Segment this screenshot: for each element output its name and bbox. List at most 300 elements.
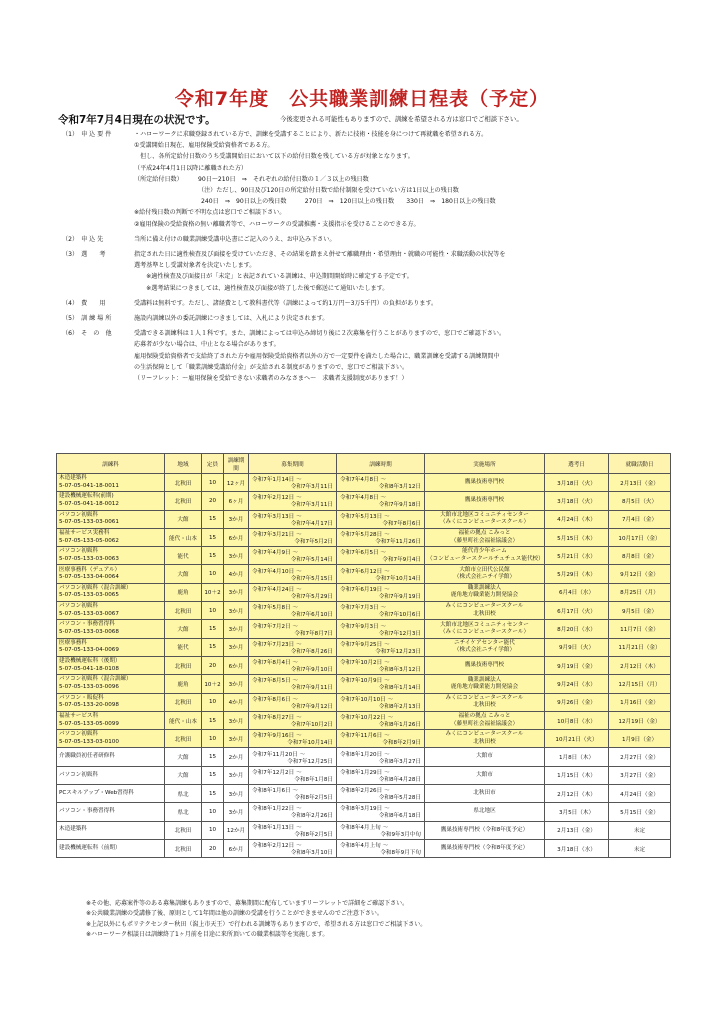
recruit-period <box>251 657 334 674</box>
venue-line-2: （藤里町社会福祉協議会） <box>450 537 519 544</box>
area-cell: 北秋田 <box>165 693 202 711</box>
training-period <box>339 639 422 656</box>
training-start: 令和7年7月3日 ～ <box>340 605 387 612</box>
venue-cell <box>425 528 545 546</box>
recruit-end: 令和7年8月7日 <box>294 630 333 637</box>
requirement-body <box>134 129 682 230</box>
requirement-body <box>134 313 682 324</box>
training-period-cell <box>337 821 425 839</box>
selection-date-cell: 5月21日（水） <box>545 547 609 565</box>
job-activity-date-cell: 2月12日（木） <box>609 656 671 674</box>
recruit-period-cell <box>249 510 337 528</box>
capacity-cell: 15 <box>202 547 224 565</box>
requirement-line: ・ハローワークに求職登録されている方で、訓練を受講することにより、新たに技術・技能を身につけて再就職を希望される方。 <box>134 131 488 138</box>
table-row <box>57 583 671 601</box>
job-activity-date-cell: 2月13日（金） <box>609 474 671 492</box>
venue-line-1: 福祉の拠点 こみっと <box>458 713 511 720</box>
requirement-key: （1） 申 込 要 件 <box>62 131 112 138</box>
course-code: 5-07-05-133-03-0096 <box>59 683 119 690</box>
recruit-period <box>251 767 334 784</box>
requirement-line: 当所に備え付けの職業訓練受講申込書にご記入のうえ、お申込み下さい。 <box>134 235 336 243</box>
capacity-cell: 10＋2 <box>202 675 224 693</box>
requirement-line: 応募者が少ない場合は、中止となる場合があります。 <box>134 341 280 349</box>
table-row <box>57 803 671 821</box>
header-venue: 実施場所 <box>425 454 545 474</box>
recruit-start: 令和7年7月23日 ～ <box>252 641 302 648</box>
duration-cell: 6か月 <box>224 839 249 857</box>
duration-cell: 3か月 <box>224 620 249 638</box>
selection-date-cell: 5月15日（木） <box>545 528 609 546</box>
area-cell: 大館 <box>165 565 202 583</box>
venue-line-1: 大館市 <box>476 753 493 760</box>
venue-line-2: （株式会社ニチイ学館） <box>453 574 516 581</box>
course-name-cell <box>57 675 165 693</box>
course-name: PCスキルアップ・Web習得科 <box>59 789 134 796</box>
course-code: 5-07-05-041-18-0012 <box>59 500 119 507</box>
training-period-cell <box>337 766 425 784</box>
area-cell: 北秋田 <box>165 602 202 620</box>
course-code: 5-07-05-041-18-0011 <box>59 482 119 489</box>
venue-line-2: （藤里町社会福祉協議会） <box>450 720 519 727</box>
training-period <box>339 657 422 674</box>
training-start: 令和7年4月8日 ～ <box>340 477 387 484</box>
venue-line-1: みくにコンピュータースクール <box>445 603 524 610</box>
course-code: 5-07-05-133-05-0062 <box>59 537 119 544</box>
venue-cell <box>425 492 545 510</box>
requirement-item <box>62 234 682 245</box>
training-period-cell <box>337 602 425 620</box>
training-period <box>339 529 422 546</box>
footnote: ※公共職業訓練の受講修了後、原則として1年間は他の訓練の受講を行うことができませんのでご注意下さい。 <box>86 910 383 918</box>
selection-date-cell: 1月15日（木） <box>545 766 609 784</box>
training-end: 令和8年9月下旬 <box>380 850 421 857</box>
area-cell: 県北 <box>165 803 202 821</box>
requirement-item <box>62 129 682 230</box>
selection-date-cell: 9月26日（金） <box>545 693 609 711</box>
duration-cell: 12ヶ月 <box>224 474 249 492</box>
duration-cell: 3か月 <box>224 583 249 601</box>
recruit-period <box>251 694 334 711</box>
recruit-period-cell <box>249 785 337 803</box>
training-period <box>339 785 422 802</box>
area-cell: 能代・山本 <box>165 711 202 729</box>
course-name: パソコン初級科 <box>59 771 99 778</box>
table-row <box>57 528 671 546</box>
course-name: パソコン初級科 <box>59 731 99 738</box>
recruit-period <box>251 584 334 601</box>
course-name: 建設機械運転科(前期) <box>59 493 114 500</box>
table-row <box>57 602 671 620</box>
recruit-period <box>251 785 334 802</box>
recruit-start: 令和8年1月13日 ～ <box>252 824 302 831</box>
recruit-start: 令和8年1月22日 ～ <box>252 806 302 813</box>
recruit-period <box>251 602 334 619</box>
recruit-period <box>251 822 334 839</box>
course-code: 5-07-05-041-18-0108 <box>59 665 119 672</box>
course-code: 5-07-05-133-20-0098 <box>59 702 119 709</box>
selection-date-cell: 3月5日（木） <box>545 803 609 821</box>
venue-line-2: 北秋田校 <box>473 738 496 745</box>
venue-line-1: 職業訓練法人 <box>467 676 502 683</box>
duration-cell: 3か月 <box>224 730 249 748</box>
recruit-period-cell <box>249 656 337 674</box>
training-period <box>339 584 422 601</box>
capacity-cell: 20 <box>202 656 224 674</box>
course-name-cell <box>57 583 165 601</box>
venue-line-2: （みくにコンピュータースクール） <box>439 629 530 636</box>
duration-cell: 3か月 <box>224 785 249 803</box>
training-end: 令和7年10月14日 <box>375 575 421 582</box>
venue-cell <box>425 803 545 821</box>
venue-line-1: 県北地区 <box>473 808 496 815</box>
venue-line-1: みくにコンピュータースクール <box>445 694 524 701</box>
training-period <box>339 712 422 729</box>
selection-date-cell: 10月21日（火） <box>545 730 609 748</box>
course-name-cell <box>57 803 165 821</box>
job-activity-date-cell: 1月9日（金） <box>609 730 671 748</box>
selection-date-cell: 1月8日（木） <box>545 748 609 766</box>
area-cell: 大館 <box>165 620 202 638</box>
recruit-start: 令和7年8月4日 ～ <box>252 660 299 667</box>
table-row <box>57 656 671 674</box>
course-name-cell <box>57 656 165 674</box>
header-job-activity-date: 就職活動日 <box>609 454 671 474</box>
recruit-period <box>251 639 334 656</box>
schedule-table <box>56 453 671 858</box>
training-period <box>339 767 422 784</box>
recruit-end: 令和7年8月26日 <box>290 648 333 655</box>
table-row <box>57 547 671 565</box>
training-end: 令和8年4月28日 <box>378 776 421 783</box>
header-selection-date: 選考日 <box>545 454 609 474</box>
recruit-end: 令和7年9月12日 <box>290 703 333 710</box>
requirement-line: ※適性検査及び面接日が「未定」と表記されている訓練は、申込期間開始時に確定する予定です。 <box>134 273 413 281</box>
recruit-end: 令和8年2月26日 <box>290 813 333 820</box>
recruit-start: 令和7年8月27日 ～ <box>252 715 302 721</box>
training-period-cell <box>337 730 425 748</box>
training-start: 令和7年10月10日 ～ <box>340 696 394 703</box>
recruit-start: 令和8年2月12日 ～ <box>252 843 302 850</box>
course-name: 介護職員初任者研修科 <box>59 753 115 760</box>
course-name-cell <box>57 474 165 492</box>
training-start: 令和8年2月26日 ～ <box>340 788 390 795</box>
recruit-end: 令和7年10月2日 <box>290 722 333 728</box>
course-code: 5-07-05-133-03-0065 <box>59 592 119 599</box>
footnote: ※上記以外にもポリテクセンター秋田（潟上市天王）で行われる訓練等もありますので、希望される方は窓口でご相談下さい。 <box>86 920 427 928</box>
job-activity-date-cell: 8月25日（月） <box>609 583 671 601</box>
recruit-start: 令和7年1月14日 ～ <box>252 477 302 484</box>
duration-cell: 3か月 <box>224 547 249 565</box>
duration-cell: 4か月 <box>224 565 249 583</box>
header-area: 地域 <box>165 454 202 474</box>
recruit-period-cell <box>249 839 337 857</box>
recruit-period-cell <box>249 730 337 748</box>
venue-cell <box>425 547 545 565</box>
area-cell: 北秋田 <box>165 730 202 748</box>
job-activity-date-cell: 8月8日（金） <box>609 547 671 565</box>
recruit-period-cell <box>249 675 337 693</box>
course-name-cell <box>57 620 165 638</box>
selection-date-cell: 9月24日（水） <box>545 675 609 693</box>
recruit-start: 令和7年4月9日 ～ <box>252 550 299 557</box>
training-end: 令和7年12月3日 <box>378 630 421 637</box>
course-name: パソコン初級科 <box>59 603 99 610</box>
venue-line-1: 大館市立田代公民館 <box>459 566 510 573</box>
course-name-cell <box>57 693 165 711</box>
table-row <box>57 510 671 528</box>
course-name-cell <box>57 730 165 748</box>
requirement-key: （5） 訓 練 場 所 <box>62 315 112 323</box>
capacity-cell: 15 <box>202 748 224 766</box>
table-row <box>57 748 671 766</box>
training-period-cell <box>337 638 425 656</box>
job-activity-date-cell: 7月4日（金） <box>609 510 671 528</box>
training-end: 令和8年2月13日 <box>378 703 421 710</box>
training-end: 令和7年12月23日 <box>375 648 421 655</box>
table-row <box>57 711 671 729</box>
recruit-period <box>251 511 334 528</box>
job-activity-date-cell: 1月16日（金） <box>609 693 671 711</box>
requirements-section <box>62 129 682 388</box>
capacity-cell: 15 <box>202 785 224 803</box>
requirement-key: （4） 費 用 <box>62 299 106 307</box>
recruit-period <box>251 547 334 564</box>
training-end: 令和7年11月26日 <box>375 539 421 546</box>
venue-line-1: 鷹巣技術専門校 <box>464 661 505 668</box>
training-start: 令和7年6月5日 ～ <box>340 550 387 557</box>
requirement-line: ※給付残日数の判断で不明な点は窓口でご相談下さい。 <box>134 209 286 217</box>
capacity-cell: 10 <box>202 693 224 711</box>
training-end: 令和8年3月27日 <box>378 758 421 765</box>
recruit-end: 令和8年2月5日 <box>294 831 333 838</box>
duration-cell: 3か月 <box>224 510 249 528</box>
recruit-period <box>251 529 334 546</box>
course-name: パソコン初級科（混合訓練） <box>59 584 132 591</box>
venue-cell <box>425 656 545 674</box>
course-name: 木造建築科 <box>59 475 87 482</box>
venue-cell <box>425 839 545 857</box>
selection-date-cell: 2月12日（木） <box>545 785 609 803</box>
recruit-period-cell <box>249 821 337 839</box>
training-start: 令和8年4月上旬 ～ <box>340 824 389 831</box>
venue-cell <box>425 766 545 784</box>
training-period <box>339 694 422 711</box>
training-period-cell <box>337 803 425 821</box>
header-capacity: 定員 <box>202 454 224 474</box>
recruit-period <box>251 474 334 491</box>
recruit-end: 令和7年9月11日 <box>290 685 333 692</box>
area-cell: 大館 <box>165 748 202 766</box>
recruit-end: 令和7年12月25日 <box>287 758 333 765</box>
footnote: ※ハローワーク相談日は訓練終了1ヶ月前を目途に来所頂いての職業相談等を実施します。 <box>86 930 329 938</box>
job-activity-date-cell: 8月5日（火） <box>609 492 671 510</box>
training-end: 令和8年1月14日 <box>378 685 421 692</box>
course-name-cell <box>57 492 165 510</box>
venue-cell <box>425 821 545 839</box>
requirement-line: （所定給付日数） 90日～210日 ⇒ それぞれの給付日数の１／３以上の残日数 <box>134 175 369 183</box>
course-name-cell <box>57 528 165 546</box>
training-start: 令和7年10月2日 ～ <box>340 660 390 667</box>
recruit-start: 令和7年2月12日 ～ <box>252 495 302 502</box>
recruit-start: 令和7年12月2日 ～ <box>252 769 302 776</box>
venue-cell <box>425 748 545 766</box>
recruit-start: 令和7年5月8日 ～ <box>252 605 299 612</box>
requirement-line: （注）ただし、90日及び120日の所定給付日数で給付制限を受けていない方は1日以上の残日数 <box>134 187 459 195</box>
recruit-period-cell <box>249 693 337 711</box>
table-row <box>57 474 671 492</box>
duration-cell: 4か月 <box>224 693 249 711</box>
venue-line-2: 鹿角地方職業能力開発協会 <box>450 592 519 599</box>
capacity-cell: 15 <box>202 638 224 656</box>
capacity-cell: 15 <box>202 620 224 638</box>
training-period-cell <box>337 492 425 510</box>
job-activity-date-cell: 12月15日（月） <box>609 675 671 693</box>
capacity-cell: 15 <box>202 766 224 784</box>
training-start: 令和7年5月13日 ～ <box>340 513 390 520</box>
area-cell: 能代 <box>165 638 202 656</box>
recruit-start: 令和7年3月13日 ～ <box>252 513 302 520</box>
venue-cell <box>425 474 545 492</box>
course-name: パソコン・事務習得科 <box>59 621 115 628</box>
area-cell: 大館 <box>165 510 202 528</box>
recruit-period-cell <box>249 803 337 821</box>
requirement-line: 雇用保険受給資格者で支給終了された方や雇用保険受給資格者以外の方で一定要件を満たした場合に、職業訓練を受講する訓練期間中 <box>134 352 500 360</box>
training-period-cell <box>337 675 425 693</box>
venue-cell <box>425 675 545 693</box>
training-period <box>339 492 422 509</box>
job-activity-date-cell: 9月5日（金） <box>609 602 671 620</box>
course-name-cell <box>57 602 165 620</box>
recruit-start: 令和7年4月10日 ～ <box>252 568 302 575</box>
capacity-cell: 15 <box>202 528 224 546</box>
duration-cell: 2か月 <box>224 748 249 766</box>
training-period-cell <box>337 620 425 638</box>
duration-cell: 6ヶ月 <box>224 492 249 510</box>
recruit-period-cell <box>249 528 337 546</box>
selection-date-cell: 6月17日（火） <box>545 602 609 620</box>
venue-cell <box>425 785 545 803</box>
course-code: 5-07-05-133-03-0068 <box>59 629 119 636</box>
course-name: パソコン初級科（混合訓練） <box>59 676 132 683</box>
table-row <box>57 693 671 711</box>
training-period <box>339 730 422 747</box>
venue-line-1: 福祉の拠点 こみっと <box>458 530 511 537</box>
requirement-line: （平成24年4月1日以降に離職された方） <box>134 164 248 172</box>
area-cell: 鹿角 <box>165 583 202 601</box>
area-cell: 北秋田 <box>165 492 202 510</box>
course-code: 5-07-05-133-03-0067 <box>59 610 119 617</box>
duration-cell: 3か月 <box>224 675 249 693</box>
venue-cell <box>425 693 545 711</box>
training-period <box>339 547 422 564</box>
training-period <box>339 566 422 583</box>
job-activity-date-cell: 9月12日（金） <box>609 565 671 583</box>
recruit-period <box>251 675 334 692</box>
recruit-end: 令和8年1月8日 <box>294 776 333 783</box>
selection-date-cell: 10月8日（水） <box>545 711 609 729</box>
recruit-start: 令和7年9月16日 ～ <box>252 733 302 740</box>
training-period-cell <box>337 474 425 492</box>
training-period <box>339 474 422 491</box>
selection-date-cell: 3月18日（水） <box>545 839 609 857</box>
training-period-cell <box>337 583 425 601</box>
requirement-line: 指定された日に適性検査及び面接を受けていただき、その結果を踏まえ併せて離職理由・希望理由・就職の可能性・求職活動の状況等を <box>134 251 506 259</box>
venue-line-1: 鷹巣技術専門校（令和8年度予定） <box>440 844 529 851</box>
requirement-item <box>62 249 682 294</box>
header-course: 訓練科 <box>57 454 165 474</box>
table-row <box>57 565 671 583</box>
venue-line-1: 職業訓練法人 <box>467 585 502 592</box>
duration-cell: 6か月 <box>224 656 249 674</box>
venue-line-1: みくにコンピュータースクール <box>445 731 524 738</box>
job-activity-date-cell: 4月24日（金） <box>609 785 671 803</box>
course-name: パソコン・事務習得科 <box>59 808 115 815</box>
selection-date-cell: 2月13日（金） <box>545 821 609 839</box>
training-period <box>339 822 422 839</box>
course-code: 5-07-05-133-03-0061 <box>59 519 119 526</box>
table-row <box>57 492 671 510</box>
training-period-cell <box>337 528 425 546</box>
recruit-period-cell <box>249 547 337 565</box>
training-period-cell <box>337 565 425 583</box>
training-period <box>339 511 422 528</box>
course-name: 医療事務科（デュアル） <box>59 566 121 573</box>
requirement-line: ②雇用保険の受給資格の無い離職者等で、ハローワークの受講推薦・支援指示を受けることのできる方。 <box>134 220 420 228</box>
course-name-cell <box>57 821 165 839</box>
requirement-key: （3） 選 考 <box>62 251 106 259</box>
course-name: 建設機械運転科（前期） <box>59 844 121 851</box>
venue-line-1: 北秋田市 <box>473 789 496 796</box>
duration-cell: 3か月 <box>224 766 249 784</box>
capacity-cell: 10 <box>202 730 224 748</box>
training-start: 令和8年1月29日 ～ <box>340 769 390 776</box>
course-code: 5-07-05-133-03-0100 <box>59 738 119 745</box>
job-activity-date-cell: 2月27日（金） <box>609 748 671 766</box>
table-row <box>57 766 671 784</box>
course-name-cell <box>57 711 165 729</box>
recruit-period-cell <box>249 620 337 638</box>
duration-cell: 3か月 <box>224 602 249 620</box>
venue-line-2: 北秋田校 <box>473 702 496 709</box>
training-start: 令和7年11月6日 ～ <box>340 733 390 740</box>
course-code: 5-07-05-133-03-0063 <box>59 555 119 562</box>
training-period <box>339 675 422 692</box>
capacity-cell: 20 <box>202 839 224 857</box>
selection-date-cell: 5月29日（木） <box>545 565 609 583</box>
duration-cell: 3か月 <box>224 711 249 729</box>
venue-cell <box>425 583 545 601</box>
status-line: 令和7年7月4日現在の状況です。 <box>58 114 216 126</box>
recruit-end: 令和7年6月10日 <box>290 612 333 619</box>
area-cell: 能代 <box>165 547 202 565</box>
page-title: 令和7年度 公共職業訓練日程表（予定） <box>174 88 550 110</box>
recruit-period-cell <box>249 711 337 729</box>
venue-line-2: （株式会社ニチイ学館） <box>453 647 516 654</box>
training-start: 令和8年4月上旬 ～ <box>340 843 389 850</box>
requirement-line: 選考基準とし受講対象者を決定いたします。 <box>134 262 256 270</box>
course-name: 建設機械運転科（後期） <box>59 658 121 665</box>
area-cell: 能代・山本 <box>165 528 202 546</box>
table-row <box>57 785 671 803</box>
training-period <box>339 602 422 619</box>
area-cell: 北秋田 <box>165 474 202 492</box>
training-end: 令和8年3月12日 <box>378 484 421 491</box>
course-name: パソコン初級科 <box>59 548 99 555</box>
course-name-cell <box>57 748 165 766</box>
venue-line-1: 鷹巣技術専門校 <box>464 478 505 485</box>
job-activity-date-cell: 12月19日（金） <box>609 711 671 729</box>
table-row <box>57 730 671 748</box>
